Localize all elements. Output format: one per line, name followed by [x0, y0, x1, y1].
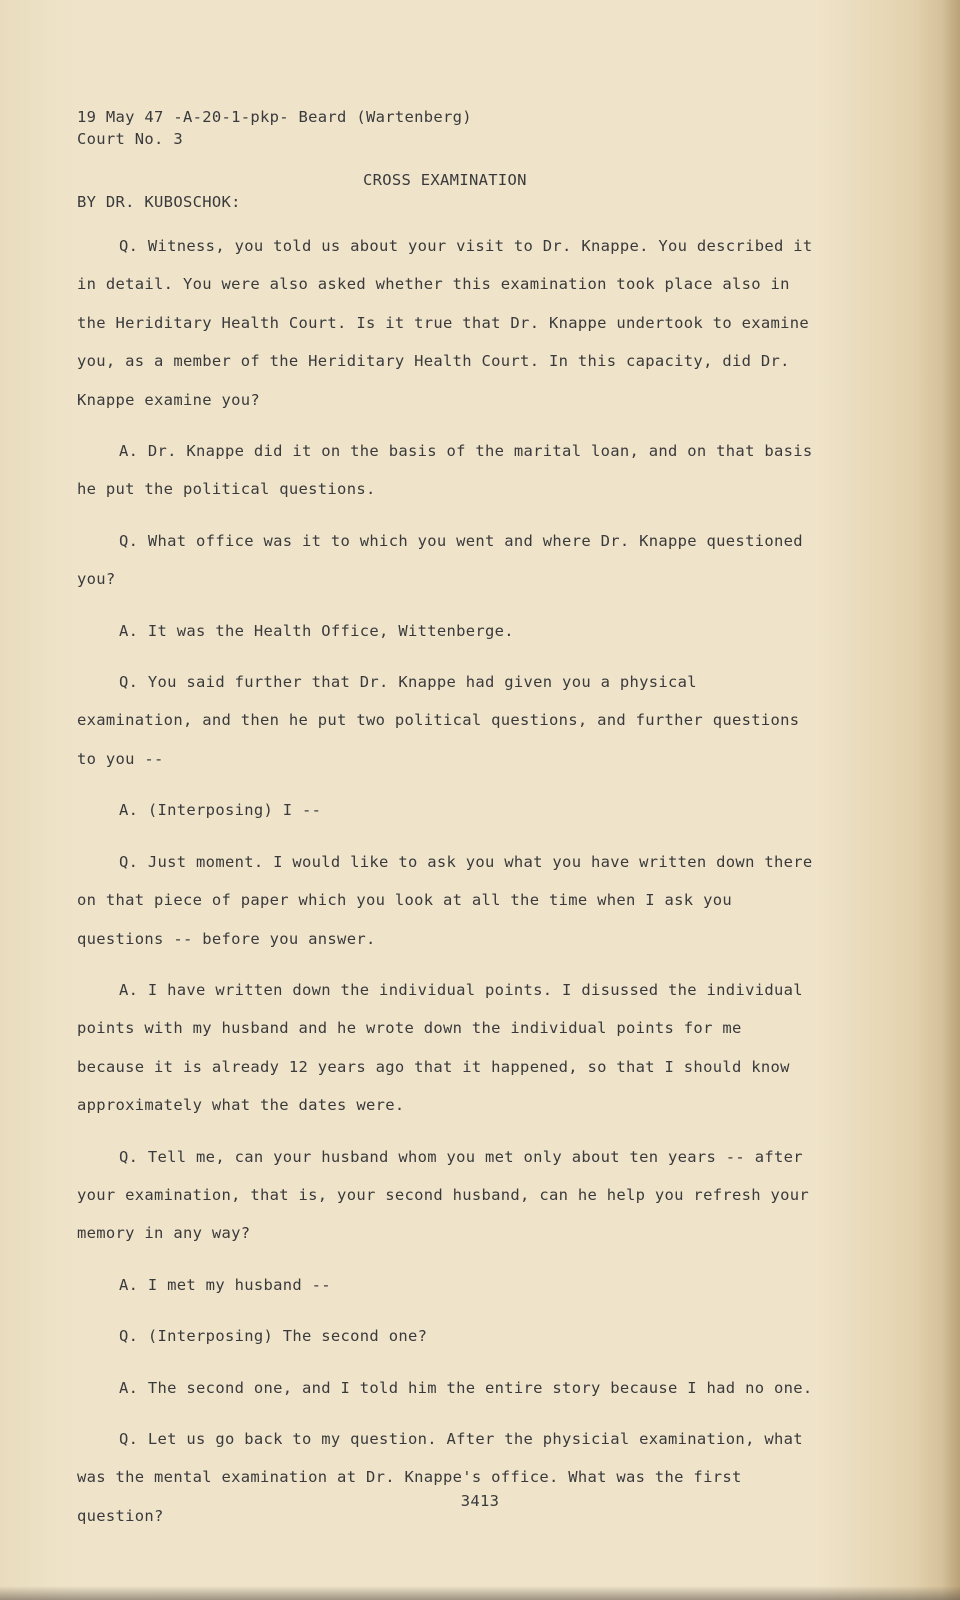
transcript-paragraph: Q. (Interposing) The second one? [119, 1327, 428, 1346]
transcript-paragraph: A. I have written down the individual points. I disussed the individual points with my husband and he wrote down the individual points for me because it is already 12 years ago that it happened, so that I should know approximately what the dates were. [77, 980, 803, 1115]
scan-edge-shadow [942, 0, 960, 1600]
transcript-paragraph: Q. Tell me, can your husband whom you met only about ten years -- after your examination, that is, your second husband, can he help you refresh your memory in any way? [77, 1147, 810, 1243]
header-court-line: Court No. 3 [77, 130, 183, 148]
section-title: CROSS EXAMINATION [363, 171, 527, 189]
header-reference-line: 19 May 47 -A-20-1-pkp- Beard (Wartenberg) [77, 108, 472, 126]
transcript-paragraph: Q. Let us go back to my question. After the physicial examination, what was the mental examination at Dr. Knappe's office. What was the first question? [77, 1429, 803, 1525]
transcript-paragraph: Q. Just moment. I would like to ask you what you have written down there on that piece of paper which you look at all the time when I ask you questions -- before you answer. [77, 852, 813, 948]
transcript-body [77, 227, 817, 1548]
transcript-paragraph: A. I met my husband -- [119, 1275, 331, 1294]
transcript-paragraph: Q. Witness, you told us about your visit to Dr. Knappe. You described it in detail. You were also asked whether this examination took place also in the Heriditary Health Court. Is it true that Dr. Knappe undertook to examine you, as a member of the Heriditary Health Court. In this capacity, did Dr. Knappe examine you? [77, 237, 813, 409]
transcript-paragraph: A. It was the Health Office, Wittenberge. [119, 621, 514, 640]
transcript-paragraph: Q. What office was it to which you went and where Dr. Knappe questioned you? [77, 531, 803, 589]
examiner-line: BY DR. KUBOSCHOK: [77, 193, 241, 211]
scan-bottom-shadow [0, 1586, 960, 1600]
page-number: 3413 [460, 1492, 500, 1510]
transcript-paragraph: A. (Interposing) I -- [119, 801, 322, 820]
transcript-paragraph: A. The second one, and I told him the entire story because I had no one. [119, 1378, 813, 1397]
transcript-paragraph: A. Dr. Knappe did it on the basis of the marital loan, and on that basis he put the political questions. [77, 442, 813, 499]
transcript-paragraph: Q. You said further that Dr. Knappe had given you a physical examination, and then he put two political questions, and further questions to you -- [77, 673, 800, 768]
